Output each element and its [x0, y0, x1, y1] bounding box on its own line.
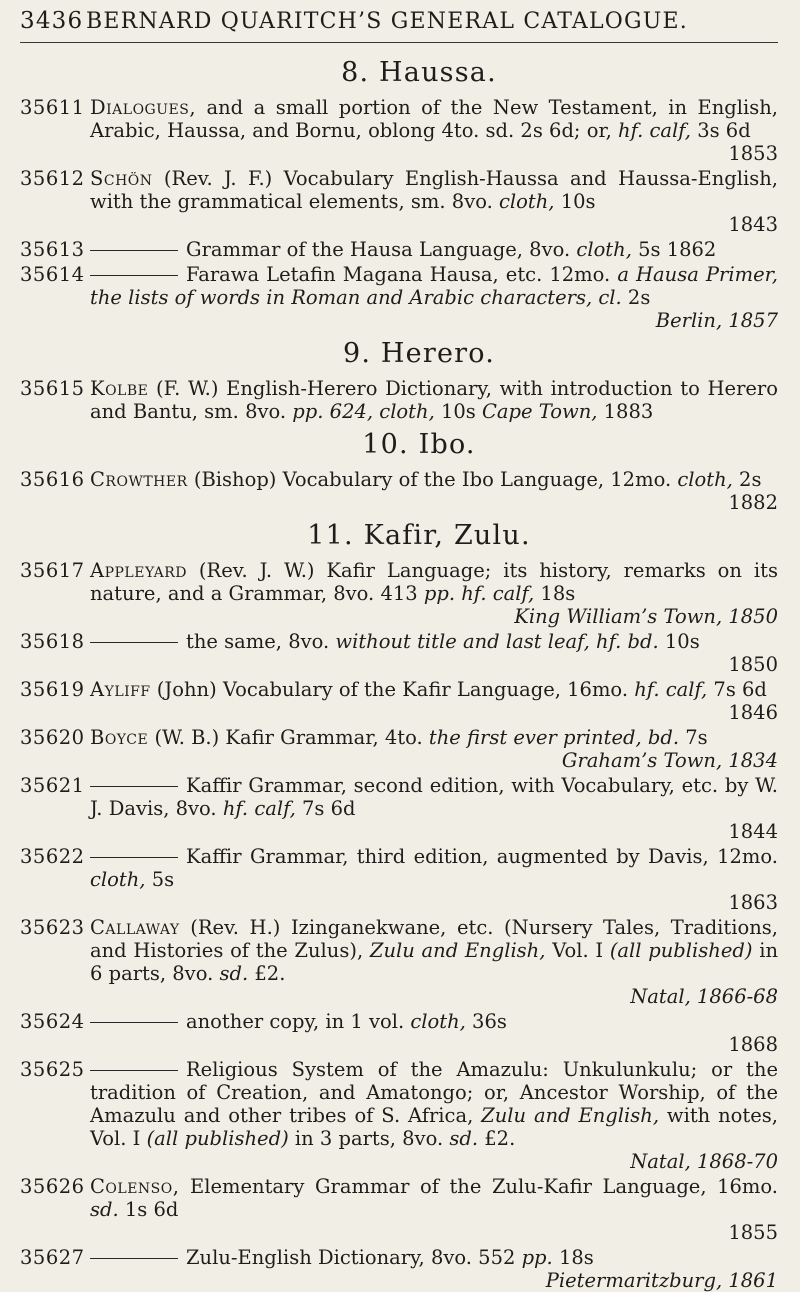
entry-author: Schön	[90, 167, 153, 190]
entry-tail: Vol. I	[545, 939, 610, 962]
entry-author: Kolbe	[90, 377, 149, 400]
entry-tail: 3s 6d	[691, 119, 751, 142]
entry-number: 35622	[20, 845, 85, 868]
entry-italic: without title and last leaf, hf. bd.	[335, 630, 659, 653]
entry-italic: (all published)	[146, 1127, 289, 1150]
entry-italic: Cape Town,	[482, 400, 598, 423]
catalogue-entry	[20, 845, 778, 914]
entry-number: 35616	[20, 468, 85, 491]
entry-text	[90, 630, 778, 676]
entry-body: Kaffir Grammar, second edition, with Vocabulary, etc. by W. J. Davis, 8vo.	[90, 774, 778, 820]
entry-tail: 7s 6d	[295, 797, 356, 820]
catalogue-entry	[20, 630, 778, 676]
ditto-dash	[90, 1070, 178, 1071]
entry-body: the same, 8vo.	[186, 630, 336, 653]
entry-imprint: 1843	[728, 213, 778, 236]
entry-author: Dialogues,	[90, 96, 197, 119]
catalogue-entry	[20, 1058, 778, 1173]
entry-italic: a Hausa Primer, the lists of words in Roman and Arabic characters, cl.	[90, 263, 778, 309]
entry-body: (Rev. J. W.) Kafir Language; its history, remarks on its nature, and a Grammar, 8vo. 413	[90, 559, 778, 605]
entry-body: Kaffir Grammar, third edition, augmented by Davis, 12mo.	[186, 845, 778, 868]
entry-tail: 2s	[621, 286, 651, 309]
ditto-dash	[90, 250, 178, 251]
entry-body: another copy, in 1 vol.	[186, 1010, 411, 1033]
catalogue-entry	[20, 1010, 778, 1056]
entry-imprint: 1855	[728, 1221, 778, 1244]
entry-imprint: 1868	[728, 1033, 778, 1056]
ditto-dash	[90, 857, 178, 858]
entry-tail: 18s	[552, 1246, 594, 1269]
catalogue-entry	[20, 678, 778, 724]
entry-text	[90, 1010, 778, 1056]
section-heading: 10. Ibo.	[362, 429, 476, 460]
entry-tail: 18s	[534, 582, 576, 605]
entry-body: (Rev. J. F.) Vocabulary English-Haussa and Haussa-English, with the grammatical elements, sm. 8vo.	[90, 167, 778, 213]
entry-tail: £2.	[478, 1127, 516, 1150]
entry-body: (W. B.) Kafir Grammar, 4to.	[148, 726, 429, 749]
catalogue-entry	[20, 263, 778, 332]
section-heading: 11. Kafir, Zulu.	[307, 520, 531, 551]
entry-italic: cloth,	[499, 190, 555, 213]
entry-body: Grammar of the Hausa Language, 8vo.	[186, 238, 577, 261]
entry-number: 35612	[20, 167, 85, 190]
entry-imprint: Natal, 1866-68	[630, 985, 778, 1008]
entry-text	[90, 377, 778, 423]
entry-body: Religious System of the Amazulu: Unkulunkulu; or the tradition of Creation, and Amatongo; or, Ancestor Worship, of the Amazulu and other tribes of S. Africa,	[90, 1058, 778, 1127]
entry-body: Farawa Letafin Magana Hausa, etc. 12mo.	[186, 263, 618, 286]
entry-text	[90, 916, 778, 1008]
entry-text	[90, 845, 778, 914]
entry-number: 35620	[20, 726, 85, 749]
entry-imprint: 1850	[728, 653, 778, 676]
entry-number: 35614	[20, 263, 85, 286]
entry-author: Appleyard	[90, 559, 187, 582]
entry-text	[90, 1246, 778, 1292]
catalogue-entry	[20, 916, 778, 1008]
entry-imprint: Pietermaritzburg, 1861	[545, 1269, 778, 1292]
entry-text	[90, 559, 778, 628]
entry-italic: pp. hf. calf,	[423, 582, 535, 605]
entry-italic: sd.	[90, 1198, 119, 1221]
entry-number: 35618	[20, 630, 85, 653]
entry-imprint: 1863	[728, 891, 778, 914]
entry-tail: 5s	[145, 868, 175, 891]
entry-text	[90, 1058, 778, 1173]
ditto-dash	[90, 786, 178, 787]
catalogue-sections	[20, 57, 778, 1292]
entry-tail: £2.	[248, 962, 286, 985]
entry-text	[90, 263, 778, 332]
entry-number: 35627	[20, 1246, 85, 1269]
catalogue-title: BERNARD QUARITCH’S GENERAL CATALOGUE.	[86, 9, 689, 34]
catalogue-entry	[20, 238, 778, 261]
entry-italic: pp. 624, cloth,	[292, 400, 435, 423]
running-head	[20, 8, 778, 42]
entry-tail: 7s 6d	[707, 678, 767, 701]
entry-number: 35611	[20, 96, 85, 119]
catalogue-entry	[20, 726, 778, 772]
entry-body: Zulu-English Dictionary, 8vo. 552	[186, 1246, 522, 1269]
entry-tail: 10s	[434, 400, 482, 423]
entry-italic: Zulu and English,	[369, 939, 546, 962]
entry-tail: 1883	[597, 400, 654, 423]
entry-author: Callaway	[90, 916, 180, 939]
entry-text	[90, 678, 778, 724]
entry-imprint: Berlin, 1857	[655, 309, 778, 332]
entry-number: 35621	[20, 774, 85, 797]
entry-tail: 10s	[658, 630, 700, 653]
entry-number: 35613	[20, 238, 85, 261]
entry-body: and a small portion of the New Testament, in English, Arabic, Haussa, and Bornu, oblong 4to. sd. 2s 6d; or,	[90, 96, 778, 142]
entry-body: (Bishop) Vocabulary of the Ibo Language, 12mo.	[187, 468, 678, 491]
entry-italic: Zulu and English,	[481, 1104, 660, 1127]
entry-text	[90, 726, 778, 772]
entry-body: (Rev. H.) Izinganekwane, etc. (Nursery Tales, Traditions, and Histories of the Zulus),	[90, 916, 778, 962]
entry-italic: cloth,	[576, 238, 632, 261]
entry-italic: sd.	[219, 962, 249, 985]
entry-text	[90, 238, 778, 261]
entry-body: (John) Vocabulary of the Kafir Language, 16mo.	[150, 678, 635, 701]
entry-author: Crowther	[90, 468, 188, 491]
entry-tail: 1s 6d	[118, 1198, 179, 1221]
entry-body: Elementary Grammar of the Zulu-Kafir Language, 16mo.	[179, 1175, 778, 1198]
section-heading: 9. Herero.	[342, 338, 496, 369]
entry-text	[90, 167, 778, 236]
entry-tail: 2s	[732, 468, 762, 491]
catalogue-entry	[20, 1175, 778, 1244]
entry-italic: (all published)	[609, 939, 753, 962]
entry-tail: in 6 parts, 8vo.	[90, 939, 778, 985]
entry-tail: 10s	[554, 190, 596, 213]
entry-italic: hf. calf,	[634, 678, 708, 701]
entry-text	[90, 96, 778, 165]
ditto-dash	[90, 1022, 178, 1023]
catalogue-entry	[20, 1246, 778, 1292]
entry-imprint: 1882	[728, 491, 778, 514]
page-number: 3436	[20, 8, 84, 34]
entry-text	[90, 1175, 778, 1244]
entry-italic: pp.	[521, 1246, 553, 1269]
entry-tail: 36s	[465, 1010, 507, 1033]
entry-number: 35619	[20, 678, 85, 701]
entry-italic: hf. calf,	[618, 119, 691, 142]
section-heading: 8. Haussa.	[341, 57, 497, 88]
ditto-dash	[90, 642, 178, 643]
catalogue-entry	[20, 559, 778, 628]
entry-imprint: 1853	[728, 142, 778, 165]
ditto-dash	[90, 1258, 178, 1259]
entry-author: Boyce	[90, 726, 149, 749]
entry-number: 35623	[20, 916, 85, 939]
entry-imprint: Natal, 1868-70	[630, 1150, 778, 1173]
entry-imprint: 1846	[728, 701, 778, 724]
entry-number: 35617	[20, 559, 85, 582]
entry-text	[90, 468, 778, 514]
entry-imprint: King William’s Town, 1850	[514, 605, 778, 628]
catalogue-entry	[20, 774, 778, 843]
catalogue-entry	[20, 96, 778, 165]
entry-italic: the first ever printed, bd.	[428, 726, 680, 749]
entry-tail: with notes, Vol. I	[90, 1104, 778, 1150]
entry-imprint: 1844	[728, 820, 778, 843]
entry-italic: cloth,	[90, 868, 146, 891]
entry-italic: cloth,	[677, 468, 733, 491]
entry-body: (F. W.) English-Herero Dictionary, with introduction to Herero and Bantu, sm. 8vo.	[90, 377, 778, 423]
entry-tail: 5s 1862	[631, 238, 717, 261]
entry-tail: 7s	[679, 726, 708, 749]
catalogue-entry	[20, 377, 778, 423]
header-rule	[20, 42, 778, 43]
entry-text	[90, 774, 778, 843]
entry-italic: cloth,	[410, 1010, 466, 1033]
catalogue-entry	[20, 468, 778, 514]
entry-italic: sd.	[449, 1127, 479, 1150]
entry-number: 35625	[20, 1058, 85, 1081]
entry-number: 35615	[20, 377, 85, 400]
entry-number: 35624	[20, 1010, 85, 1033]
entry-author: Colenso,	[90, 1175, 180, 1198]
entry-italic: hf. calf,	[222, 797, 296, 820]
entry-tail: in 3 parts, 8vo.	[288, 1127, 450, 1150]
ditto-dash	[90, 275, 178, 276]
entry-imprint: Graham’s Town, 1834	[561, 749, 778, 772]
catalogue-entry	[20, 167, 778, 236]
entry-author: Ayliff	[90, 678, 151, 701]
entry-number: 35626	[20, 1175, 85, 1198]
